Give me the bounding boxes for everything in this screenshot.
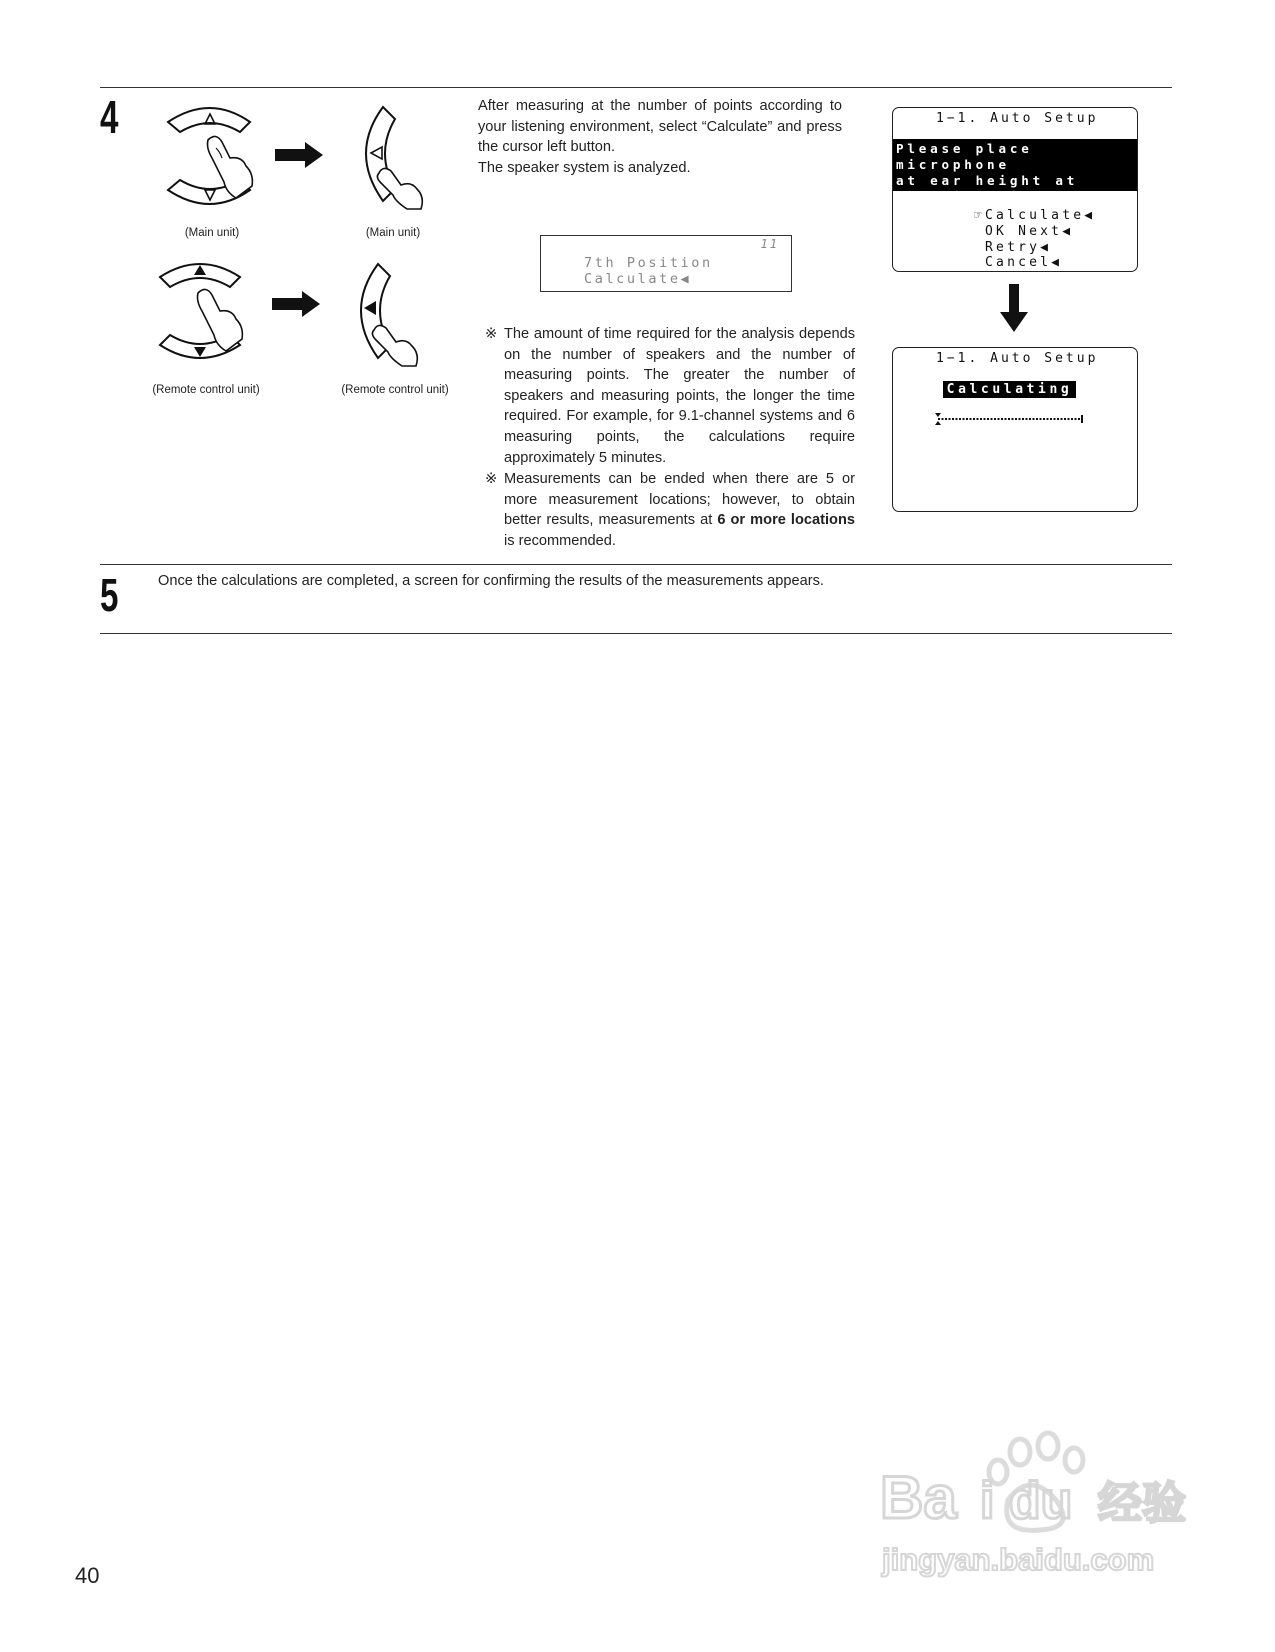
osd-title: 1−1. Auto Setup [936, 111, 1099, 126]
step4-instruction-line: The speaker system is analyzed. [478, 159, 691, 176]
main-unit-updown-illustration [150, 100, 270, 220]
display-line-2: Calculate◀ [584, 271, 692, 287]
note-mark: ※ [485, 471, 498, 487]
remote-updown-illustration [150, 255, 270, 375]
osd-screen-menu [892, 107, 1138, 272]
baidu-watermark-logo [880, 1430, 1200, 1580]
note-2 [485, 469, 855, 551]
osd-message-line: Please place microphone [896, 141, 1033, 172]
step5-text: Once the calculations are completed, a screen for confirming the results of the measurements appears. [158, 573, 824, 589]
main-unit-left-button-illustration [355, 105, 435, 210]
osd-message-line: at ear height at [896, 173, 1079, 188]
bottom-rule [100, 633, 1172, 634]
caption-remote-1: (Remote control unit) [152, 384, 260, 396]
progress-bar [935, 412, 1095, 428]
note-1-text: The amount of time required for the analysis depends on the number of speakers and the number of measuring points. The greater the number of speakers and measuring points, the longer the time required. For example, for 9.1-channel systems and 6 measuring points, the calculations require approximately 5 minutes. [504, 326, 855, 466]
step4-instruction-line: After measuring at the number of points according to your listening environment, select “Calculate” and press the cursor left button. [478, 98, 842, 156]
front-panel-display [540, 235, 792, 292]
calculating-status: Calculating [943, 381, 1076, 398]
arrow-right-icon [275, 142, 323, 168]
note-mark: ※ [485, 326, 498, 342]
step4-instruction [478, 96, 842, 178]
display-line-1: 7th Position [584, 255, 713, 271]
osd-title: 1−1. Auto Setup [936, 351, 1099, 366]
menu-item-calculate[interactable]: ☞Calculate◀ [974, 208, 1096, 223]
note-1 [485, 324, 855, 468]
arrow-down-icon [1000, 284, 1028, 332]
svg-text:经验: 经验 [1098, 1478, 1186, 1529]
arrow-right-icon [272, 291, 320, 317]
osd-screen-calculating [892, 347, 1138, 512]
remote-left-button-illustration [350, 262, 430, 367]
menu-item-cancel[interactable]: Cancel◀ [974, 255, 1063, 271]
note-2-text: Measurements can be ended when there are 5 or more measurement locations; however, to obtain better results, measurements at 6 or more locations is recommended. [504, 471, 855, 549]
menu-item-ok-next[interactable]: OK Next◀ [974, 223, 1074, 239]
caption-remote-2: (Remote control unit) [341, 384, 449, 396]
osd-menu [974, 208, 1095, 271]
step-number-5: 5 [100, 569, 119, 621]
page-number: 40 [75, 1563, 100, 1588]
svg-text:jingyan.baidu.com: jingyan.baidu.com [882, 1542, 1155, 1577]
top-rule [100, 87, 1172, 88]
svg-text:Ba: Ba [880, 1464, 957, 1531]
menu-item-retry[interactable]: Retry◀ [974, 239, 1052, 255]
caption-main-unit-1: (Main unit) [184, 227, 240, 239]
svg-text:i du: i du [980, 1472, 1073, 1530]
caption-main-unit-2: (Main unit) [365, 227, 421, 239]
display-number: 11 [760, 237, 779, 251]
step-number-4: 4 [100, 91, 119, 143]
osd-message-line: 7th listening position. [896, 189, 1044, 220]
step-divider [100, 564, 1172, 565]
